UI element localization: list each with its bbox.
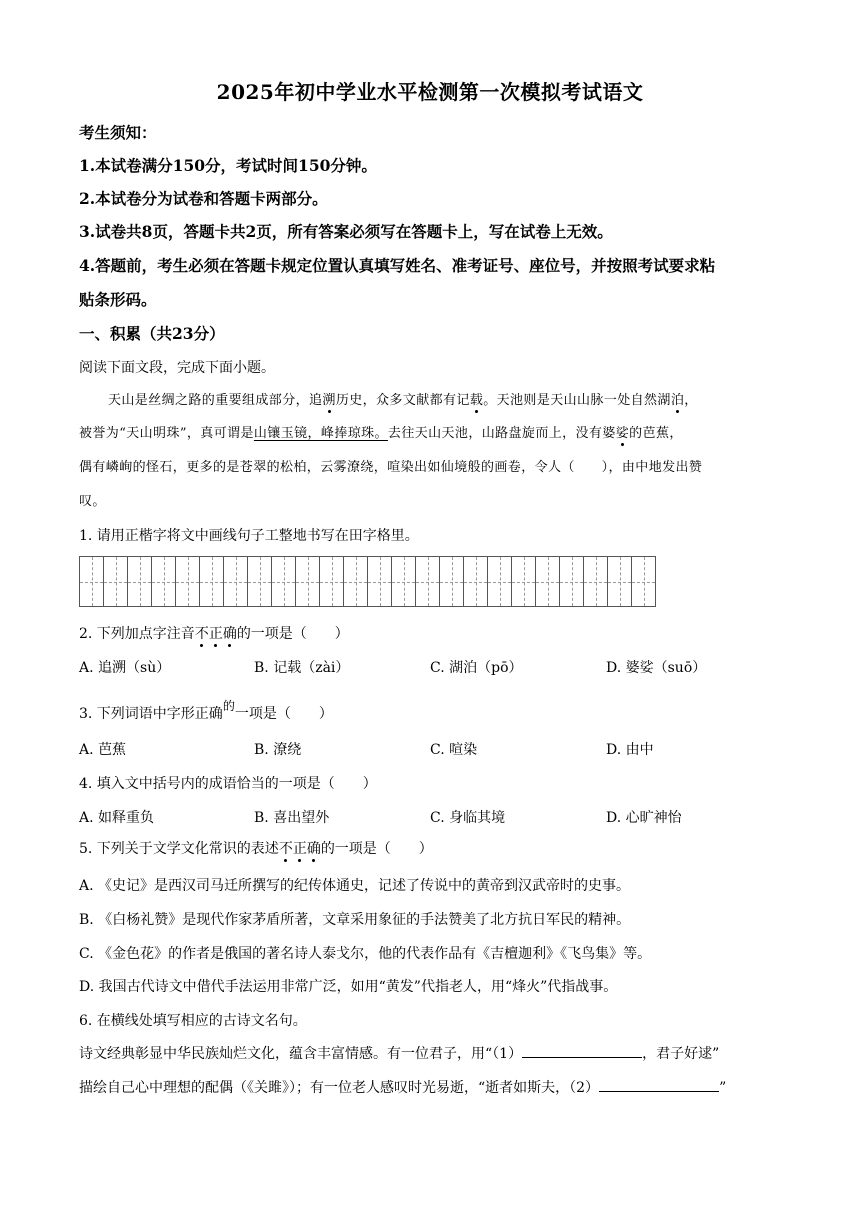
grid-cell[interactable] xyxy=(416,557,440,607)
grid-cell[interactable] xyxy=(272,557,296,607)
q6-line-2: 描绘自己心中理想的配偶（《关雎》）；有一位老人感叹时光易逝，“逝者如斯夫，（2） ” xyxy=(79,1077,726,1097)
section-heading: 一、积累（共23分） xyxy=(79,324,225,343)
grid-cell[interactable] xyxy=(344,557,368,607)
q5-option-c[interactable]: C. 《金色花》的作者是俄国的著名诗人泰戈尔，他的代表作品有《吉檀迦利》《飞鸟集》等。 xyxy=(79,946,652,962)
q3-option-c[interactable]: C. 喧染 xyxy=(430,742,478,758)
q5-option-b[interactable]: B. 《白杨礼赞》是现代作家茅盾所著，文章采用象征的手法赞美了北方抗日军民的精神。 xyxy=(79,912,631,928)
q2-option-b[interactable]: B. 记载（zài） xyxy=(254,660,350,676)
grid-cell[interactable] xyxy=(464,557,488,607)
answer-blank-2[interactable] xyxy=(599,1077,719,1092)
q2-option-c[interactable]: C. 湖泊（pō） xyxy=(430,660,523,676)
grid-cell[interactable] xyxy=(80,557,104,607)
grid-cell[interactable] xyxy=(392,557,416,607)
notice-item-2: 2.本试卷分为试卷和答题卡两部分。 xyxy=(79,189,328,208)
question-1: 1. 请用正楷字将文中画线句子工整地书写在田字格里。 xyxy=(79,528,419,544)
grid-cell[interactable] xyxy=(632,557,656,607)
question-3: 3. 下列词语中字形正确的一项是（ ） xyxy=(79,699,333,722)
grid-cell[interactable] xyxy=(440,557,464,607)
grid-cell[interactable] xyxy=(488,557,512,607)
q3-option-a[interactable]: A. 芭蕉 xyxy=(79,742,127,758)
q5-option-d[interactable]: D. 我国古代诗文中借代手法运用非常广泛，如用“黄发”代指老人，用“烽火”代指战事。 xyxy=(79,979,618,995)
notice-heading: 考生须知： xyxy=(79,123,157,142)
exam-title: 2025年初中学业水平检测第一次模拟考试语文 xyxy=(216,80,644,104)
grid-cell[interactable] xyxy=(128,557,152,607)
grid-cell[interactable] xyxy=(104,557,128,607)
underlined-sentence: 山镶玉镜，峰捧琼珠。 xyxy=(253,426,388,441)
q2-option-a[interactable]: A. 追溯（sù） xyxy=(79,660,171,676)
question-2: 2. 下列加点字注音不正确的一项是（ ） xyxy=(79,626,349,642)
q4-option-d[interactable]: D. 心旷神怡 xyxy=(606,810,682,826)
grid-cell[interactable] xyxy=(176,557,200,607)
q5-option-a[interactable]: A. 《史记》是西汉司马迁所撰写的纪传体通史，记述了传说中的黄帝到汉武帝时的史事。 xyxy=(79,878,631,894)
grid-cell[interactable] xyxy=(560,557,584,607)
notice-item-1: 1.本试卷满分150分，考试时间150分钟。 xyxy=(79,156,377,175)
q4-option-b[interactable]: B. 喜出望外 xyxy=(254,810,330,826)
reading-intro: 阅读下面文段，完成下面小题。 xyxy=(79,360,275,376)
q6-line-1: 诗文经典彰显中华民族灿烂文化，蕴含丰富情感。有一位君子，用“（1） ，君子好逑” xyxy=(79,1043,719,1063)
grid-cell[interactable] xyxy=(368,557,392,607)
q4-option-a[interactable]: A. 如释重负 xyxy=(79,810,155,826)
notice-item-3: 3.试卷共8页，答题卡共2页，所有答案必须写在答题卡上，写在试卷上无效。 xyxy=(79,222,613,241)
grid-cell[interactable] xyxy=(320,557,344,607)
grid-cell[interactable] xyxy=(224,557,248,607)
grid-cell[interactable] xyxy=(536,557,560,607)
writing-grid[interactable] xyxy=(79,556,656,607)
grid-cell[interactable] xyxy=(296,557,320,607)
question-5: 5. 下列关于文学文化常识的表述不正确的一项是（ ） xyxy=(79,841,433,857)
notice-item-4-cont: 贴条形码。 xyxy=(79,290,157,309)
passage-line-4: 叹。 xyxy=(79,494,106,509)
grid-cell[interactable] xyxy=(200,557,224,607)
grid-cell[interactable] xyxy=(512,557,536,607)
grid-cell[interactable] xyxy=(152,557,176,607)
q3-option-b[interactable]: B. 潦绕 xyxy=(254,742,302,758)
question-4: 4. 填入文中括号内的成语恰当的一项是（ ） xyxy=(79,776,377,792)
passage-line-3: 偶有嶙峋的怪石，更多的是苍翠的松柏，云雾潦绕，喧染出如仙境般的画卷，令人（ ），由中地发出赞 xyxy=(79,460,703,475)
grid-cell[interactable] xyxy=(584,557,608,607)
answer-blank-1[interactable] xyxy=(522,1043,642,1058)
grid-cell[interactable] xyxy=(248,557,272,607)
notice-item-4: 4.答题前，考生必须在答题卡规定位置认真填写姓名、准考证号、座位号，并按照考试要求粘 xyxy=(79,256,716,275)
passage-line-2: 被誉为“天山明珠”，真可谓是山镶玉镜，峰捧琼珠。去往天山天池，山路盘旋而上，没有婆娑的芭蕉， xyxy=(79,426,683,441)
q3-option-d[interactable]: D. 由中 xyxy=(606,742,654,758)
q4-option-c[interactable]: C. 身临其境 xyxy=(430,810,506,826)
grid-cell[interactable] xyxy=(608,557,632,607)
question-6: 6. 在横线处填写相应的古诗文名句。 xyxy=(79,1013,307,1029)
q2-option-d[interactable]: D. 婆娑（suō） xyxy=(606,660,707,676)
passage-line-1: 天山是丝绸之路的重要组成部分，追溯历史，众多文献都有记载。天池则是天山山脉一处自然湖泊， xyxy=(108,393,698,408)
